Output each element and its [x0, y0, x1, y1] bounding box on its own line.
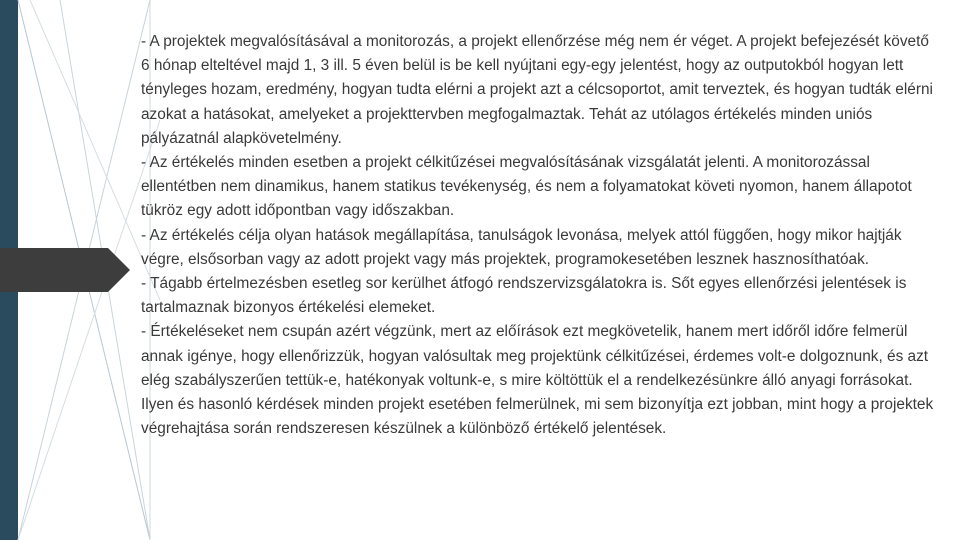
paragraph-4: - Tágabb értelmezésben esetleg sor kerülhet átfogó rendszervizsgálatokra is. Sőt egyes ellenőrzési jelentések is tartalmaznak bizonyos értékelési elemeket. [141, 275, 907, 317]
paragraph-3: - Az értékelés célja olyan hatások megállapítása, tanulságok levonása, melyek attól függően, hogy mikor hajtják végre, elsősorban vagy az adott projekt vagy más projektek, programokesetében lesznek hasznosíthatóak. [141, 226, 902, 268]
paragraph-2: - Az értékelés minden esetben a projekt célkitűzései megvalósításának vizsgálatát jelenti. A monitorozással ellentétben nem dinamikus, hanem statikus tevékenység, és nem a folyamatokat követi nyomon, hanem állapotot tükröz egy adott időpontban vagy időszakban. [141, 154, 912, 220]
paragraph-5: - Értékeléseket nem csupán azért végzünk, mert az előírások ezt megkövetelik, hanem mert időről időre felmerül annak igénye, hogy ellenőrizzük, hogyan valósultak meg projektünk célkitűzései, érdemes volt-e dolgoznunk, és azt elég szabályszerűen tettük-e, hatékonyak voltunk-e, s mire költöttük el a rendelkezésünkre álló anyagi forrásokat. Ilyen és hasonló kérdések minden projekt esetében felmerülnek, mi sem bizonyítja ezt jobban, mint hogy a projektek végrehajtása során rendszeresen készülnek a különböző értékelő jelentések. [141, 323, 934, 438]
arrow-tab-shape [0, 248, 130, 292]
paragraph-1: - A projektek megvalósításával a monitorozás, a projekt ellenőrzése még nem ér véget. A projekt befejezését követő 6 hónap elteltével majd 1, 3 ill. 5 éven belül is be kell nyújtani egy-egy jelentést, hogy az outputokból hogyan lett tényleges hozam, eredmény, hogyan tudta elérni a projekt azt a célcsoportot, amit terveztek, és hogyan tudták elérni azokat a hatásokat, amelyeket a projekttervben megfogalmaztak. Tehát az utólagos értékelés minden uniós pályázatnál alapkövetelmény. [141, 33, 933, 147]
slide-text-body [141, 30, 941, 441]
